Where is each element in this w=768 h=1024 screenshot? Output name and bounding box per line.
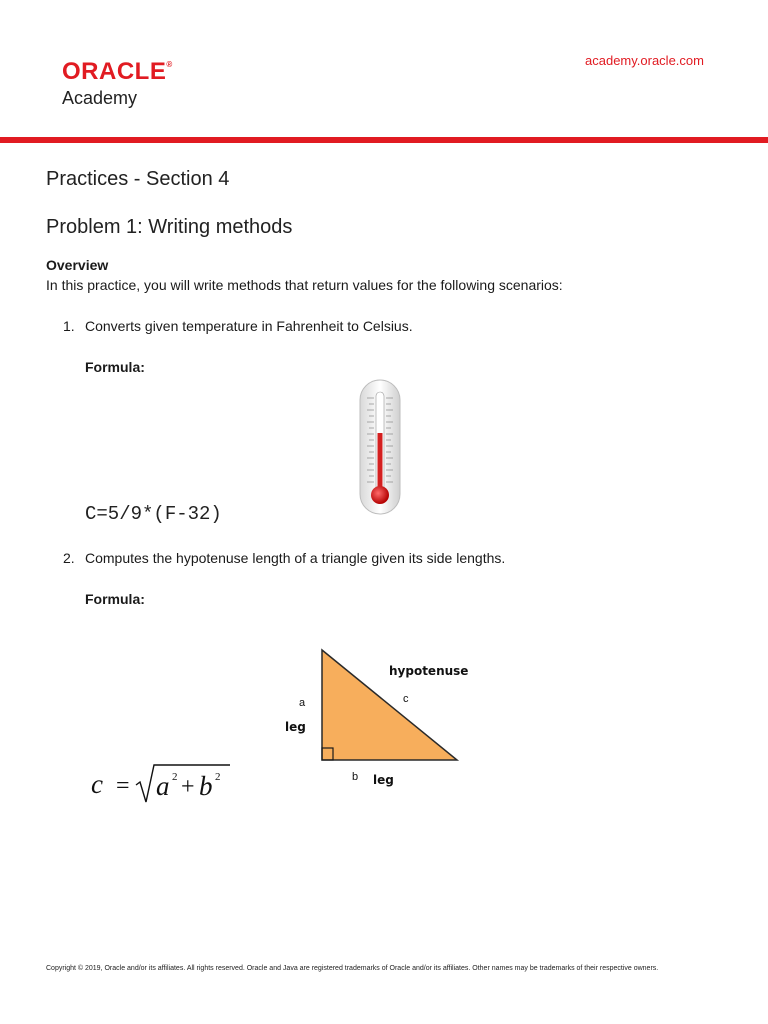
item-2-number: 2. [63,550,75,566]
oracle-logo-text: ORACLE [62,58,167,85]
header-divider [0,137,768,143]
formula-a-exponent: 2 [172,771,178,783]
academy-logo-text: Academy [62,88,138,108]
formula-c: c [91,769,103,799]
site-url-link[interactable]: academy.oracle.com [585,53,704,68]
celsius-formula: C=5/9*(F-32) [85,503,222,525]
side-a-label: a [299,697,306,709]
formula-equals: = [116,773,130,799]
oracle-logo [62,58,173,86]
copyright-footer: Copyright © 2019, Oracle and/or its affiliates. All rights reserved. Oracle and Java are registered trademarks of Oracle and/or its affiliates. Other names may be trademarks of their respective owners. [46,965,659,972]
problem-title: Problem 1: Writing methods [46,216,293,238]
section-title: Practices - Section 4 [46,168,230,190]
item-2-text: Computes the hypotenuse length of a triangle given its side lengths. [85,550,506,566]
overview-text: In this practice, you will write methods that return values for the following scenarios: [46,277,563,293]
hypotenuse-formula [88,760,248,810]
item-1-formula-label: Formula: [85,359,145,375]
side-c-label: c [403,693,409,705]
right-triangle-diagram [280,640,480,800]
formula-a: a [156,771,170,801]
item-1-text: Converts given temperature in Fahrenheit to Celsius. [85,318,413,334]
registered-mark: ® [166,60,173,69]
overview-heading: Overview [46,257,109,273]
hypotenuse-label: hypotenuse [389,664,469,678]
leg-bottom-label: leg [373,773,394,787]
side-b-label: b [352,771,359,783]
item-1-number: 1. [63,318,75,334]
formula-b: b [199,771,213,801]
thermometer-icon [355,378,405,518]
formula-plus: + [181,774,195,800]
item-2-formula-label: Formula: [85,591,145,607]
leg-left-label: leg [285,720,306,734]
formula-b-exponent: 2 [215,771,221,783]
